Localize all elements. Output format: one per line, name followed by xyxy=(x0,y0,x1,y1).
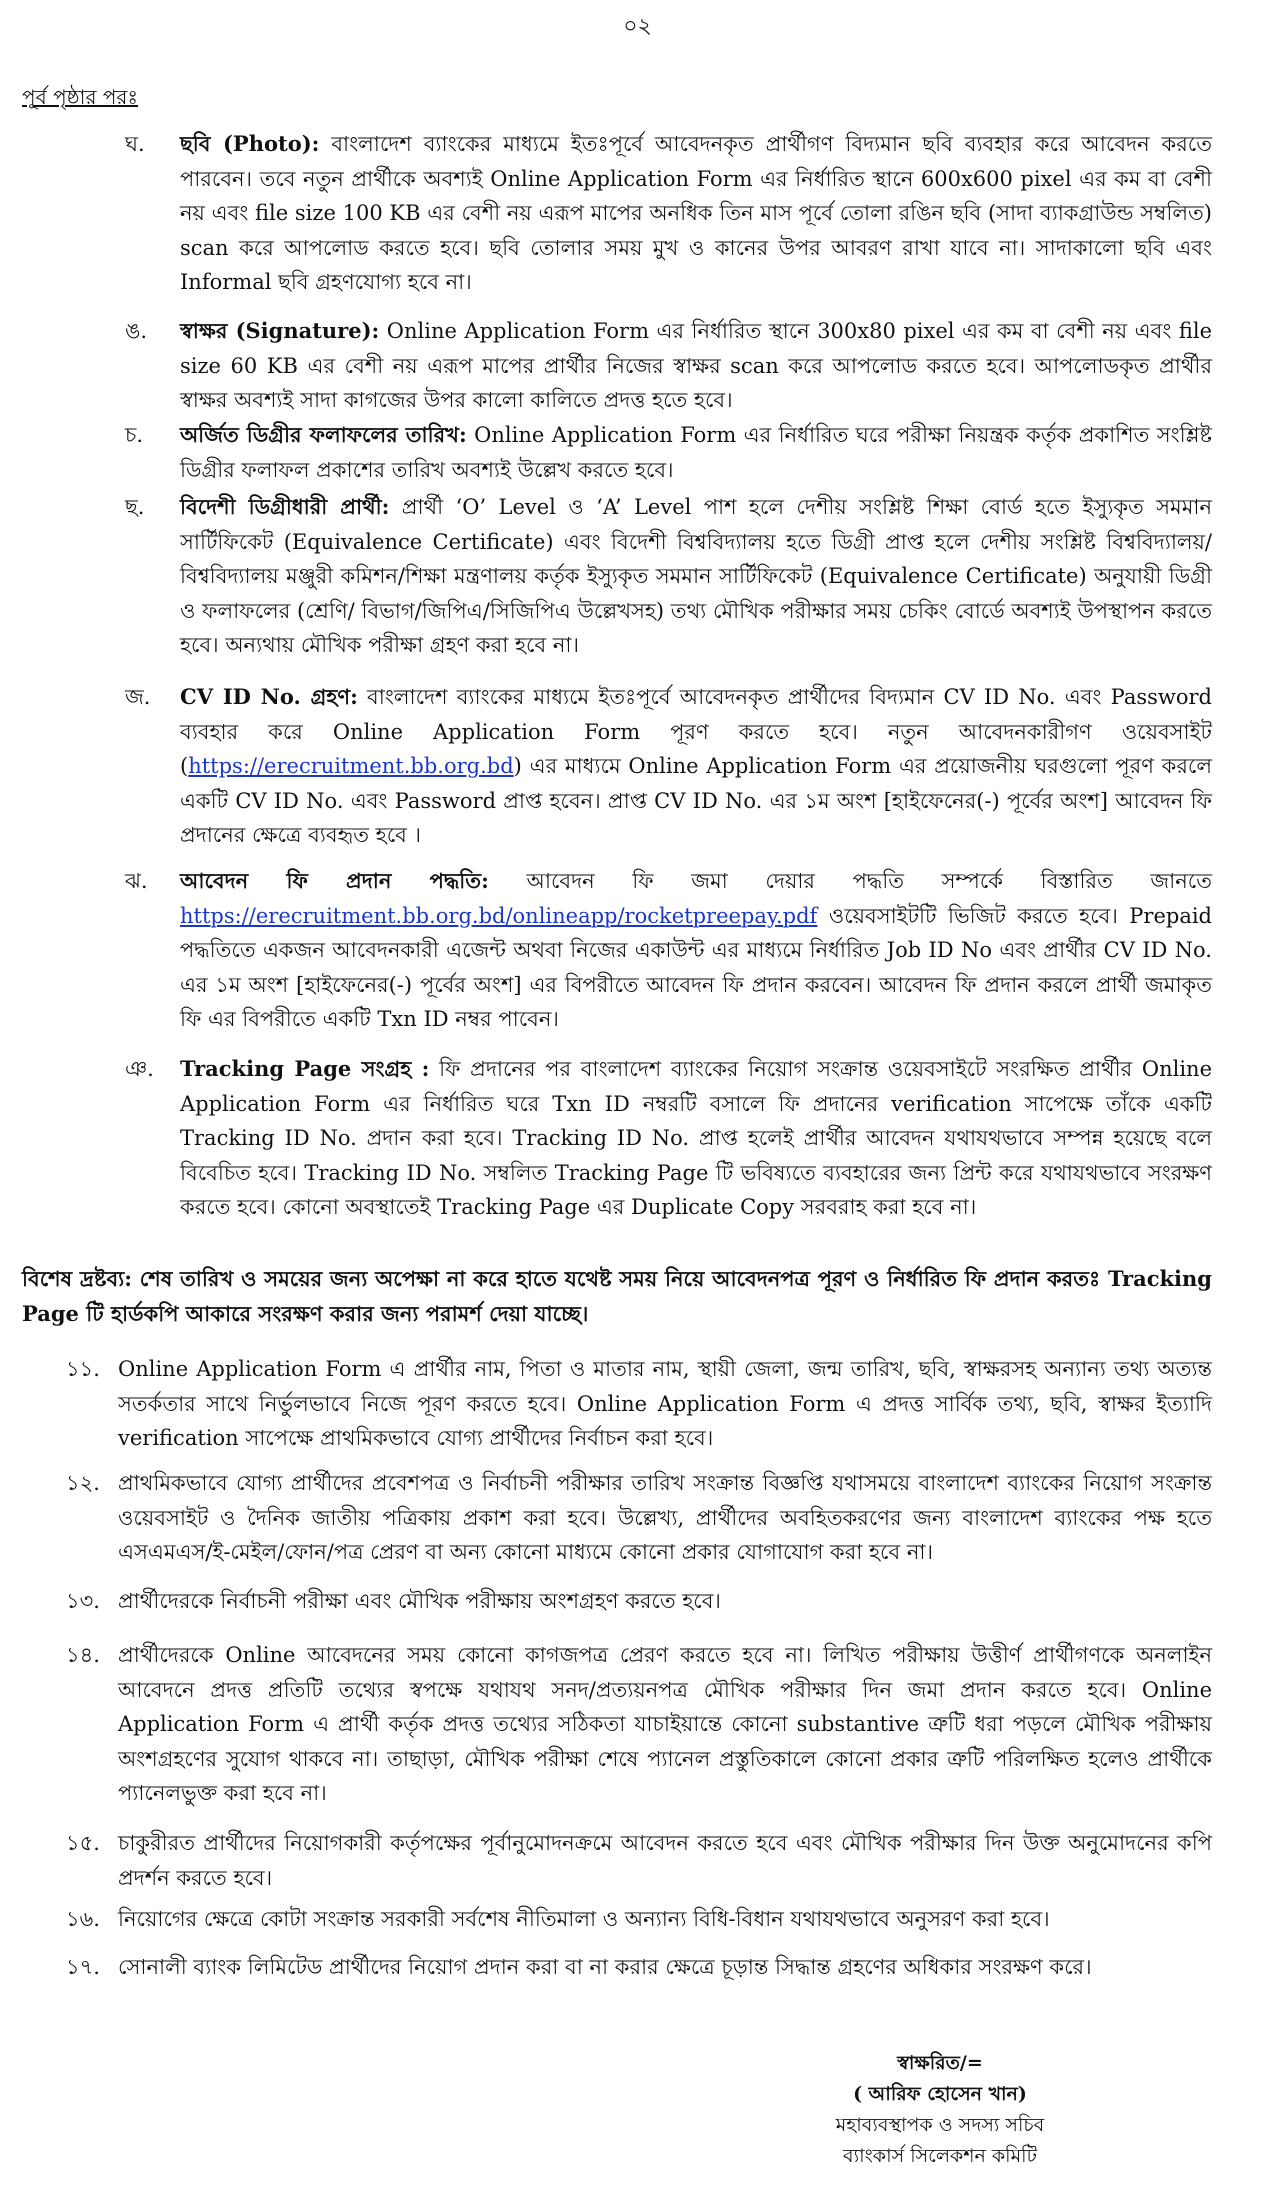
item-body xyxy=(180,127,1212,300)
clause-text: প্রাথমিকভাবে যোগ্য প্রার্থীদের প্রবেশপত্র ও নির্বাচনী পরীক্ষার তারিখ সংক্রান্ত বিজ্ঞপ্তি যথাসময়ে বাংলাদেশ ব্যাংকের নিয়োগ সংক্রান্ত ওয়েবসাইট ও দৈনিক জাতীয় পত্রিকায় প্রকাশ করা হবে। উল্লেখ্য, প্রার্থীদের অবহিতকরণের জন্য বাংলাদেশ ব্যাংকের পক্ষ হতে এসএমএস/ই-মেইল/ফোন/পত্র প্রেরণ বা অন্য কোনো মাধ্যমে কোনো প্রকার যোগাযোগ করা হবে না। xyxy=(118,1471,1212,1564)
item-letter: ঘ. xyxy=(125,132,145,156)
item-letter: ঝ. xyxy=(125,869,148,893)
clause-17 xyxy=(66,1950,1212,1985)
item-text-after: ) এর মাধ্যমে Online Application Form এর প্রয়োজনীয় ঘরগুলো পূরণ করলে একটি CV ID No. এবং Password প্রাপ্ত হবেন। প্রাপ্ত CV ID No. এর ১ম অংশ [হাইফেনের(-) পূর্বের অংশ] আবেদন ফি প্রদানের ক্ষেত্রে ব্যবহৃত হবে । xyxy=(180,754,1212,847)
item-heading: আবেদন ফি প্রদান পদ্ধতি: xyxy=(180,868,489,893)
item-foreign-degree xyxy=(125,490,1212,663)
special-note: বিশেষ দ্রষ্টব্য: শেষ তারিখ ও সময়ের জন্য অপেক্ষা না করে হাতে যথেষ্ট সময় নিয়ে আবেদনপত্র পূরণ ও নির্ধারিত ফি প্রদান করতঃ Tracking Page টি হার্ডকপি আকারে সংরক্ষণ করার জন্য পরামর্শ দেয়া যাচ্ছে। xyxy=(22,1266,1212,1326)
item-heading: CV ID No. গ্রহণ: xyxy=(180,684,358,709)
clause-13 xyxy=(66,1584,1212,1619)
item-body xyxy=(180,418,1212,487)
clause-number: ১৭. xyxy=(66,1955,100,1979)
clause-number: ১১. xyxy=(66,1357,100,1381)
item-heading: ছবি (Photo): xyxy=(180,131,320,156)
signature-block xyxy=(770,2048,1110,2172)
item-heading: Tracking Page সংগ্রহ : xyxy=(180,1056,430,1081)
clause-text: সোনালী ব্যাংক লিমিটেড প্রার্থীদের নিয়োগ প্রদান করা বা না করার ক্ষেত্রে চূড়ান্ত সিদ্ধান্ত গ্রহণের অধিকার সংরক্ষণ করে। xyxy=(118,1955,1092,1979)
item-text: বাংলাদেশ ব্যাংকের মাধ্যমে ইতঃপূর্বে আবেদনকৃত প্রার্থীগণ বিদ্যমান ছবি ব্যবহার করে আবেদন করতে পারবেন। তবে নতুন প্রার্থীকে অবশ্যই Online Application Form এর নির্ধারিত স্থানে 600x600 pixel এর কম বা বেশী নয় এবং file size 100 KB এর বেশী নয় এরূপ মাপের অনধিক তিন মাস পূর্বে তোলা রঙিন ছবি (সাদা ব্যাকগ্রাউন্ড সম্বলিত) scan করে আপলোড করতে হবে। ছবি তোলার সময় মুখ ও কানের উপর আবরণ রাখা যাবে না। সাদাকালো ছবি এবং Informal ছবি গ্রহণযোগ্য হবে না। xyxy=(180,132,1212,294)
item-cv-id xyxy=(125,680,1212,853)
item-text: বাংলাদেশ ব্যাংকের মাধ্যমে ইতঃপূর্বে আবেদনকৃত প্রার্থীদের বিদ্যমান CV ID No. এবং Password ব্যবহার করে Online Application Form পূরণ করতে হবে। নতুন আবেদনকারীগণ ওয়েবসাইট ( xyxy=(180,685,1212,778)
item-text: Online Application Form এর নির্ধারিত ঘরে পরীক্ষা নিয়ন্ত্রক কর্তৃক প্রকাশিত সংশ্লিষ্ট ডিগ্রীর ফলাফল প্রকাশের তারিখ অবশ্যই উল্লেখ করতে হবে। xyxy=(180,423,1212,482)
item-letter: ছ. xyxy=(125,495,145,519)
clause-text: নিয়োগের ক্ষেত্রে কোটা সংক্রান্ত সরকারী সর্বশেষ নীতিমালা ও অন্যান্য বিধি-বিধান যথাযথভাবে অনুসরণ করা হবে। xyxy=(118,1907,1050,1931)
clause-14 xyxy=(66,1638,1212,1811)
signatory-name: ( আরিফ হোসেন খান) xyxy=(853,2083,1027,2105)
clause-11 xyxy=(66,1352,1212,1456)
item-text: আবেদন ফি জমা দেয়ার পদ্ধতি সম্পর্কে বিস্তারিত জানতে xyxy=(488,869,1212,893)
clause-number: ১৪. xyxy=(66,1643,100,1667)
page-number: ০২ xyxy=(623,14,652,39)
clause-12 xyxy=(66,1466,1212,1570)
item-heading: স্বাক্ষর (Signature): xyxy=(180,318,380,343)
clause-number: ১৩. xyxy=(66,1589,100,1613)
item-photo xyxy=(125,127,1212,300)
item-heading: বিদেশী ডিগ্রীধারী প্রার্থী: xyxy=(180,494,390,519)
clause-number: ১২. xyxy=(66,1471,100,1495)
signed-mark: স্বাক্ষরিত/= xyxy=(897,2052,983,2074)
item-text: ফি প্রদানের পর বাংলাদেশ ব্যাংকের নিয়োগ সংক্রান্ত ওয়েবসাইটে সংরক্ষিত প্রার্থীর Online Application Form এর নির্ধারিত ঘরে Txn ID নম্বরটি বসালে ফি প্রদানের verification সাপেক্ষে তাঁকে একটি Tracking ID No. প্রদান করা হবে। Tracking ID No. প্রাপ্ত হলেই প্রার্থীর আবেদন যথাযথভাবে সম্পন্ন হয়েছে বলে বিবেচিত হবে। Tracking ID No. সম্বলিত Tracking Page টি ভবিষ্যতে ব্যবহারের জন্য প্রিন্ট করে যথাযথভাবে সংরক্ষণ করতে হবে। কোনো অবস্থাতেই Tracking Page এর Duplicate Copy সরবরাহ করা হবে না। xyxy=(180,1057,1212,1219)
item-letter: ঙ. xyxy=(125,319,148,343)
item-letter: চ. xyxy=(125,423,144,447)
item-letter: ঞ. xyxy=(125,1057,154,1081)
item-result-date xyxy=(125,418,1212,487)
item-fee-payment xyxy=(125,864,1212,1037)
item-body xyxy=(180,1052,1212,1225)
item-text: প্রার্থী ‘O’ Level ও ‘A’ Level পাশ হলে দেশীয় সংশ্লিষ্ট শিক্ষা বোর্ড হতে ইস্যুকৃত সমমান সার্টিফিকেট (Equivalence Certificate) এবং বিদেশী বিশ্ববিদ্যালয় হতে ডিগ্রী প্রাপ্ত হলে দেশীয় সংশ্লিষ্ট বিশ্ববিদ্যালয়/বিশ্ববিদ্যালয় মঞ্জুরী কমিশন/শিক্ষা মন্ত্রণালয় কর্তৃক ইস্যুকৃত সমমান সার্টিফিকেট (Equivalence Certificate) অনুযায়ী ডিগ্রী ও ফলাফলের (শ্রেণি/ বিভাগ/জিপিএ/সিজিপিএ উল্লেখসহ) তথ্য মৌখিক পরীক্ষার সময় চেকিং বোর্ডে অবশ্যই উপস্থাপন করতে হবে। অন্যথায় মৌখিক পরীক্ষা গ্রহণ করা হবে না। xyxy=(180,495,1212,657)
item-body xyxy=(180,314,1212,418)
item-body xyxy=(180,490,1212,663)
rocket-prepay-link[interactable]: https://erecruitment.bb.org.bd/onlineapp/rocketpreepay.pdf xyxy=(180,903,818,928)
item-heading: অর্জিত ডিগ্রীর ফলাফলের তারিখ: xyxy=(180,422,467,447)
committee-name: ব্যাংকার্স সিলেকশন কমিটি xyxy=(843,2145,1037,2167)
item-body xyxy=(180,864,1212,1037)
item-text: Online Application Form এর নির্ধারিত স্থানে 300x80 pixel এর কম বা বেশী নয় এবং file size 60 KB এর বেশী নয় এরূপ মাপের প্রার্থীর নিজের স্বাক্ষর scan করে আপলোড করতে হবে। আপলোডকৃত প্রার্থীর স্বাক্ষর অবশ্যই সাদা কাগজের উপর কালো কালিতে প্রদত্ত হতে হবে। xyxy=(180,319,1213,412)
clause-text: প্রার্থীদেরকে Online আবেদনের সময় কোনো কাগজপত্র প্রেরণ করতে হবে না। লিখিত পরীক্ষায় উত্তীর্ণ প্রার্থীগণকে অনলাইন আবেদনে প্রদত্ত প্রতিটি তথ্যের স্বপক্ষে যথাযথ সনদ/প্রত্যয়নপত্র মৌখিক পরীক্ষার দিন জমা প্রদান করতে হবে। Online Application Form এ প্রার্থী কর্তৃক প্রদত্ত তথ্যের সঠিকতা যাচাইয়ান্তে কোনো substantive ত্রুটি ধরা পড়লে মৌখিক পরীক্ষায় অংশগ্রহণের সুযোগ থাকবে না। তাছাড়া, মৌখিক পরীক্ষা শেষে প্যানেল প্রস্তুতিকালে কোনো প্রকার ত্রুটি পরিলক্ষিত হলেও প্রার্থীকে প্যানেলভুক্ত করা হবে না। xyxy=(118,1643,1212,1805)
continued-label: পূর্ব পৃষ্ঠার পরঃ xyxy=(22,85,139,109)
clause-text: প্রার্থীদেরকে নির্বাচনী পরীক্ষা এবং মৌখিক পরীক্ষায় অংশগ্রহণ করতে হবে। xyxy=(118,1589,721,1613)
clause-15 xyxy=(66,1826,1212,1895)
item-text-after: ওয়েবসাইটটি ভিজিট করতে হবে। Prepaid পদ্ধতিতে একজন আবেদনকারী এজেন্ট অথবা নিজের একাউন্ট এর মাধ্যমে নির্ধারিত Job ID No এবং প্রার্থীর CV ID No. এর ১ম অংশ [হাইফেনের(-) পূর্বের অংশ] এর বিপরীতে আবেদন ফি প্রদান করবেন। আবেদন ফি প্রদান করলে প্রার্থী জমাকৃত ফি এর বিপরীতে একটি Txn ID নম্বর পাবেন। xyxy=(180,903,1212,1031)
item-body xyxy=(180,680,1212,853)
clause-number: ১৫. xyxy=(66,1831,100,1855)
clause-number: ১৬. xyxy=(66,1907,100,1931)
item-tracking-page xyxy=(125,1052,1212,1225)
clause-text: Online Application Form এ প্রার্থীর নাম, পিতা ও মাতার নাম, স্থায়ী জেলা, জন্ম তারিখ, ছবি, স্বাক্ষরসহ অন্যান্য তথ্য অত্যন্ত সতর্কতার সাথে নির্ভুলভাবে নিজে পূরণ করতে হবে। Online Application Form এ প্রদত্ত সার্বিক তথ্য, ছবি, স্বাক্ষর ইত্যাদি verification সাপেক্ষে প্রাথমিকভাবে যোগ্য প্রার্থীদের নির্বাচন করা হবে। xyxy=(118,1357,1212,1450)
item-signature xyxy=(125,314,1213,418)
clause-text: চাকুরীরত প্রার্থীদের নিয়োগকারী কর্তৃপক্ষের পূর্বানুমোদনক্রমে আবেদন করতে হবে এবং মৌখিক পরীক্ষার দিন উক্ত অনুমোদনের কপি প্রদর্শন করতে হবে। xyxy=(118,1831,1212,1890)
item-letter: জ. xyxy=(125,685,151,709)
clause-16 xyxy=(66,1902,1212,1937)
signatory-designation: মহাব্যবস্থাপক ও সদস্য সচিব xyxy=(835,2114,1045,2136)
erecruitment-link[interactable]: https://erecruitment.bb.org.bd xyxy=(188,754,514,778)
